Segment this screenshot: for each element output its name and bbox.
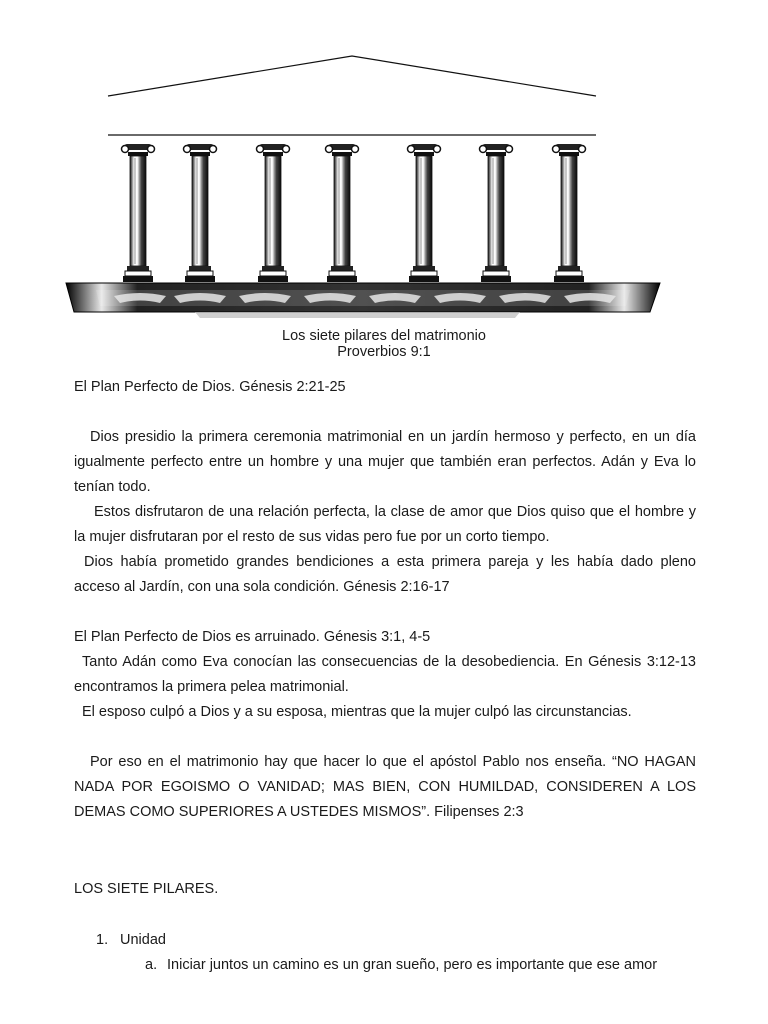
paragraph: Dios había prometido grandes bendiciones a esta primera pareja y les había dado pleno acceso al Jardín, con una sola condición. Génesis 2:16-17 [74,554,696,595]
sub-list-text: Iniciar juntos un camino es un gran sueño, pero es importante que ese amor [167,957,658,973]
list-item [96,928,166,953]
pillar-2 [184,144,217,282]
section-3-body [74,750,696,825]
pillar-7 [553,144,586,282]
list-number: 1. [96,932,109,948]
paragraph: Estos disfrutaron de una relación perfecta, la clase de amor que Dios quiso que el hombre y la mujer disfrutaran por el resto de sus vidas pero fue por un corto tiempo. [74,504,696,545]
caption-subtitle: Proverbios 9:1 [337,344,431,360]
section-heading-2: El Plan Perfecto de Dios es arruinado. Génesis 3:1, 4-5 [74,629,431,645]
pillar-6 [480,144,513,282]
paragraph: Por eso en el matrimonio hay que hacer lo que el apóstol Pablo nos enseña. “NO HAGAN NADA POR EGOISMO O VANIDAD; MAS BIEN, CON HUMILDAD, CONSIDEREN A LOS DEMAS COMO SUPERIORES A USTEDES MISMOS”. Filipenses 2:3 [74,754,696,820]
pillar-1 [122,144,155,282]
paragraph: Tanto Adán como Eva conocían las consecuencias de la desobediencia. En Génesis 3:12-13 encontramos la primera pelea matrimonial. [74,654,696,695]
pillar-3 [257,144,290,282]
paragraph: El esposo culpó a Dios y a su esposa, mientras que la mujer culpó las circunstancias. [82,704,632,720]
roof-line [108,56,596,96]
sub-list-letter: a. [145,957,158,973]
pillar-5 [408,144,441,282]
caption-title: Los siete pilares del matrimonio [282,328,486,344]
section-1-body [74,425,696,600]
section-2-body [74,650,696,725]
pillar-4 [326,144,359,282]
sub-list-item [145,953,657,978]
list-item-label: Unidad [120,932,166,948]
temple-illustration [0,0,768,330]
section-heading-1: El Plan Perfecto de Dios. Génesis 2:21-25 [74,379,346,395]
section-heading-4: LOS SIETE PILARES. [74,881,219,897]
figure-caption [0,328,768,360]
paragraph: Dios presidio la primera ceremonia matrimonial en un jardín hermoso y perfecto, en un día igualmente perfecto entre un hombre y una mujer que también eran perfectos. Adán y Eva lo tenían todo. [74,429,696,495]
